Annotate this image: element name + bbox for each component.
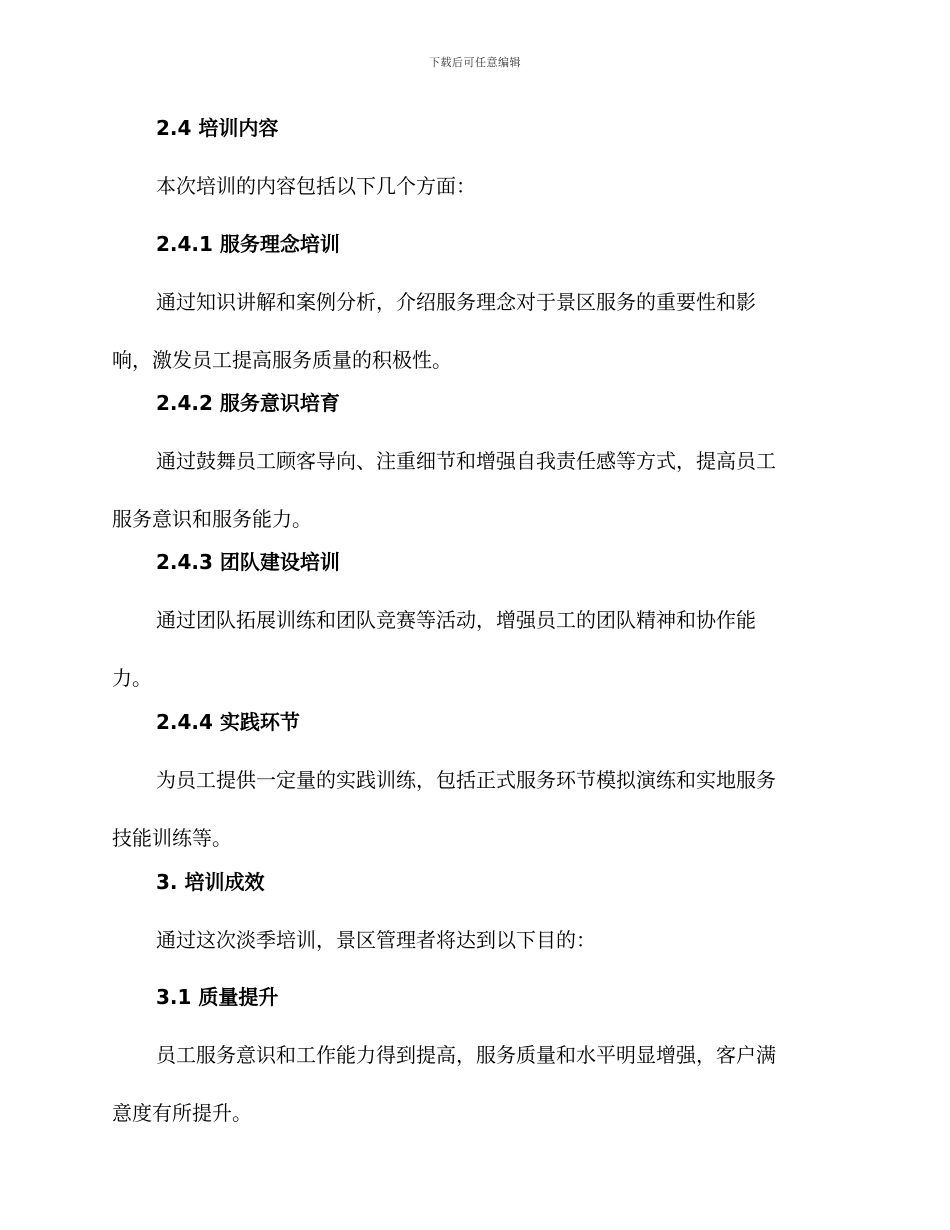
paragraph-line: 通过团队拓展训练和团队竞赛等活动，增强员工的团队精神和协作能 xyxy=(156,608,756,632)
paragraph-line: 通过鼓舞员工顾客导向、注重细节和增强自我责任感等方式，提高员工 xyxy=(156,449,776,473)
paragraph-line: 员工服务意识和工作能力得到提高，服务质量和水平明显增强，客户满 xyxy=(156,1043,776,1067)
header-note: 下载后可任意编辑 xyxy=(429,56,521,69)
heading-3: 3. 培训成效 xyxy=(156,870,265,894)
paragraph-line: 意度有所提升。 xyxy=(112,1101,252,1125)
heading-2-4-1: 2.4.1 服务理念培训 xyxy=(156,232,340,256)
heading-2-4-4: 2.4.4 实践环节 xyxy=(156,710,300,734)
paragraph-2-4-3 xyxy=(112,606,832,692)
heading-2-4-2: 2.4.2 服务意识培育 xyxy=(156,391,340,415)
paragraph-line: 技能训练等。 xyxy=(112,826,232,850)
paragraph-line: 本次培训的内容包括以下几个方面： xyxy=(156,174,476,198)
paragraph-2-4-4 xyxy=(112,766,832,852)
heading-3-1: 3.1 质量提升 xyxy=(156,985,279,1009)
paragraph-2-4-intro xyxy=(112,172,832,200)
heading-2-4-3: 2.4.3 团队建设培训 xyxy=(156,550,340,574)
paragraph-3-1 xyxy=(112,1041,832,1127)
paragraph-3-intro xyxy=(112,926,832,954)
paragraph-line: 通过这次淡季培训，景区管理者将达到以下目的： xyxy=(156,928,596,952)
paragraph-line: 力。 xyxy=(112,666,152,690)
paragraph-2-4-1 xyxy=(112,288,832,374)
paragraph-line: 通过知识讲解和案例分析，介绍服务理念对于景区服务的重要性和影 xyxy=(156,290,756,314)
paragraph-2-4-2 xyxy=(112,447,832,533)
paragraph-line: 为员工提供一定量的实践训练，包括正式服务环节模拟演练和实地服务 xyxy=(156,768,776,792)
paragraph-line: 服务意识和服务能力。 xyxy=(112,507,312,531)
paragraph-line: 响，激发员工提高服务质量的积极性。 xyxy=(112,348,452,372)
heading-2-4: 2.4 培训内容 xyxy=(156,116,279,140)
